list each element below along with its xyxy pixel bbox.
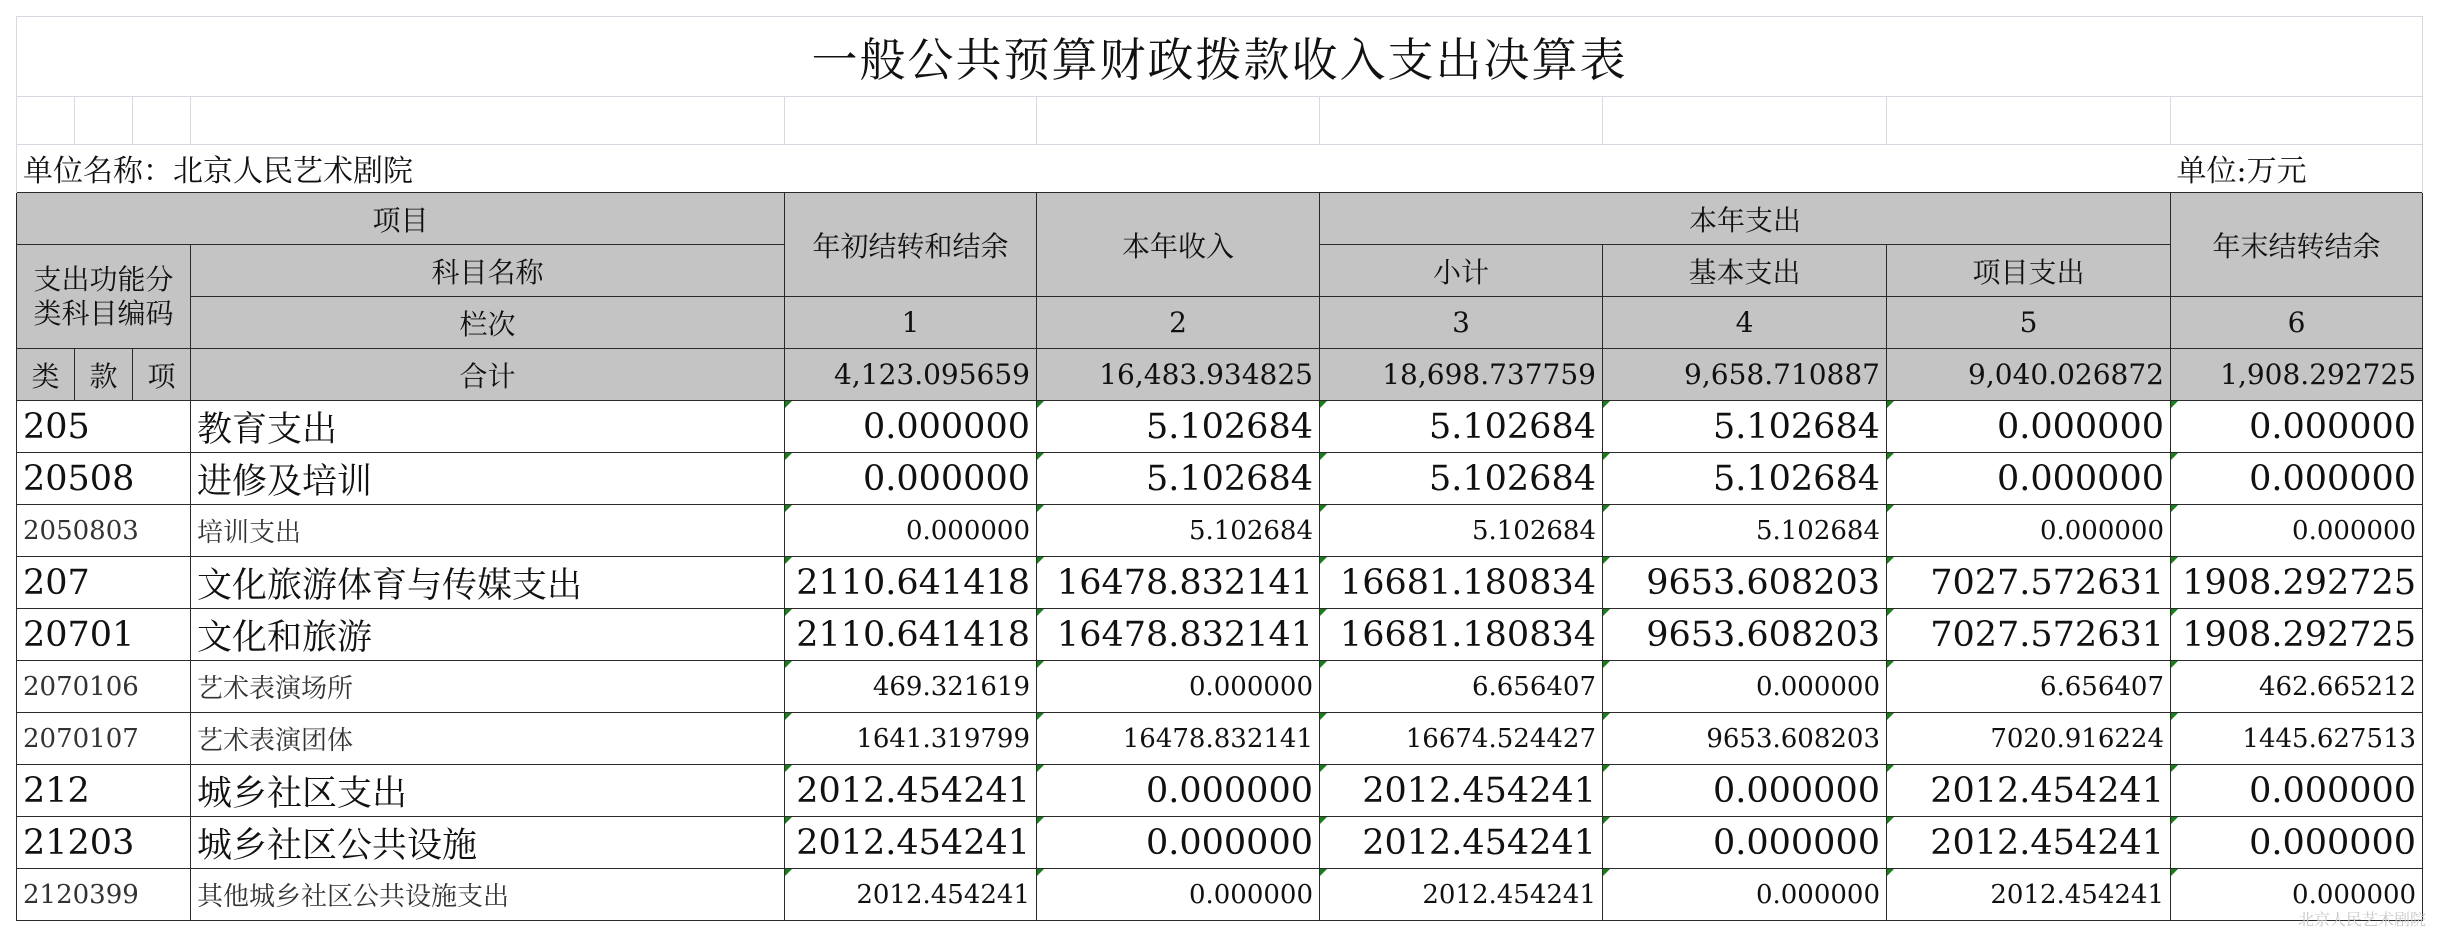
row-value: 16478.832141 xyxy=(1037,609,1320,661)
header-subject-name: 科目名称 xyxy=(191,245,785,297)
table-row xyxy=(17,557,2423,609)
row-value: 2012.454241 xyxy=(785,817,1037,869)
total-opening: 4,123.095659 xyxy=(785,349,1037,401)
row-value: 2110.641418 xyxy=(785,557,1037,609)
row-value: 2012.454241 xyxy=(785,869,1037,921)
row-value: 5.102684 xyxy=(1320,401,1603,453)
row-value: 0.000000 xyxy=(1887,401,2171,453)
col-no-5: 5 xyxy=(1887,297,2171,349)
row-value: 0.000000 xyxy=(1603,817,1887,869)
total-project: 9,040.026872 xyxy=(1887,349,2171,401)
table-row xyxy=(17,661,2423,713)
row-value: 5.102684 xyxy=(1320,453,1603,505)
row-code: 212 xyxy=(17,765,191,817)
total-income: 16,483.934825 xyxy=(1037,349,1320,401)
row-name: 艺术表演团体 xyxy=(191,713,785,765)
unit-label: 单位:万元 xyxy=(2171,145,2423,193)
row-value: 0.000000 xyxy=(1603,661,1887,713)
row-value: 0.000000 xyxy=(2171,817,2423,869)
row-value: 1908.292725 xyxy=(2171,609,2423,661)
header-closing: 年末结转结余 xyxy=(2171,193,2423,297)
row-code: 205 xyxy=(17,401,191,453)
row-value: 0.000000 xyxy=(1037,817,1320,869)
row-code: 21203 xyxy=(17,817,191,869)
header-line-no: 栏次 xyxy=(191,297,785,349)
table-row xyxy=(17,609,2423,661)
total-subtotal: 18,698.737759 xyxy=(1320,349,1603,401)
row-value: 7027.572631 xyxy=(1887,557,2171,609)
row-value: 2012.454241 xyxy=(1887,817,2171,869)
row-value: 5.102684 xyxy=(1603,505,1887,557)
row-value: 0.000000 xyxy=(785,401,1037,453)
row-value: 16674.524427 xyxy=(1320,713,1603,765)
row-value: 9653.608203 xyxy=(1603,557,1887,609)
row-value: 1908.292725 xyxy=(2171,557,2423,609)
row-value: 0.000000 xyxy=(2171,505,2423,557)
row-value: 0.000000 xyxy=(1887,453,2171,505)
row-value: 462.665212 xyxy=(2171,661,2423,713)
row-value: 2012.454241 xyxy=(1320,817,1603,869)
table-row xyxy=(17,765,2423,817)
row-value: 2012.454241 xyxy=(1320,869,1603,921)
budget-table xyxy=(16,16,2423,921)
total-basic: 9,658.710887 xyxy=(1603,349,1887,401)
table-row xyxy=(17,869,2423,921)
row-value: 0.000000 xyxy=(1037,869,1320,921)
col-no-2: 2 xyxy=(1037,297,1320,349)
row-value: 5.102684 xyxy=(1037,505,1320,557)
row-code: 2120399 xyxy=(17,869,191,921)
row-name: 城乡社区公共设施 xyxy=(191,817,785,869)
row-name: 进修及培训 xyxy=(191,453,785,505)
col-no-1: 1 xyxy=(785,297,1037,349)
row-value: 1445.627513 xyxy=(2171,713,2423,765)
row-value: 0.000000 xyxy=(2171,401,2423,453)
row-value: 1641.319799 xyxy=(785,713,1037,765)
table-row xyxy=(17,453,2423,505)
row-value: 16478.832141 xyxy=(1037,713,1320,765)
row-name: 教育支出 xyxy=(191,401,785,453)
row-value: 0.000000 xyxy=(2171,869,2423,921)
row-code: 2050803 xyxy=(17,505,191,557)
row-code: 2070107 xyxy=(17,713,191,765)
header-basic: 基本支出 xyxy=(1603,245,1887,297)
header-subtotal: 小计 xyxy=(1320,245,1603,297)
row-value: 16478.832141 xyxy=(1037,557,1320,609)
row-name: 艺术表演场所 xyxy=(191,661,785,713)
budget-sheet xyxy=(16,16,2422,920)
row-value: 6.656407 xyxy=(1887,661,2171,713)
row-value: 5.102684 xyxy=(1603,453,1887,505)
row-value: 5.102684 xyxy=(1037,453,1320,505)
header-lei: 类 xyxy=(17,349,75,401)
row-value: 16681.180834 xyxy=(1320,609,1603,661)
row-value: 0.000000 xyxy=(2171,453,2423,505)
row-code: 2070106 xyxy=(17,661,191,713)
total-closing: 1,908.292725 xyxy=(2171,349,2423,401)
row-code: 207 xyxy=(17,557,191,609)
total-label: 合计 xyxy=(191,349,785,401)
table-row xyxy=(17,817,2423,869)
row-name: 城乡社区支出 xyxy=(191,765,785,817)
header-xiang: 项 xyxy=(133,349,191,401)
row-value: 0.000000 xyxy=(1887,505,2171,557)
row-value: 469.321619 xyxy=(785,661,1037,713)
row-value: 2110.641418 xyxy=(785,609,1037,661)
row-name: 文化和旅游 xyxy=(191,609,785,661)
header-opening: 年初结转和结余 xyxy=(785,193,1037,297)
row-value: 0.000000 xyxy=(1037,765,1320,817)
header-project: 项目支出 xyxy=(1887,245,2171,297)
table-row xyxy=(17,713,2423,765)
row-value: 7027.572631 xyxy=(1887,609,2171,661)
row-code: 20701 xyxy=(17,609,191,661)
header-kuan: 款 xyxy=(75,349,133,401)
header-item: 项目 xyxy=(17,193,785,245)
row-value: 6.656407 xyxy=(1320,661,1603,713)
row-value: 2012.454241 xyxy=(1887,765,2171,817)
blank-row xyxy=(17,97,2423,145)
row-value: 9653.608203 xyxy=(1603,713,1887,765)
row-value: 2012.454241 xyxy=(1887,869,2171,921)
row-value: 0.000000 xyxy=(1037,661,1320,713)
col-no-6: 6 xyxy=(2171,297,2423,349)
row-code: 20508 xyxy=(17,453,191,505)
row-value: 2012.454241 xyxy=(785,765,1037,817)
row-value: 0.000000 xyxy=(785,505,1037,557)
totals-row xyxy=(17,349,2423,401)
row-value: 0.000000 xyxy=(1603,765,1887,817)
row-name: 培训支出 xyxy=(191,505,785,557)
row-value: 16681.180834 xyxy=(1320,557,1603,609)
row-value: 7020.916224 xyxy=(1887,713,2171,765)
row-name: 文化旅游体育与传媒支出 xyxy=(191,557,785,609)
row-value: 5.102684 xyxy=(1037,401,1320,453)
header-income: 本年收入 xyxy=(1037,193,1320,297)
row-value: 0.000000 xyxy=(785,453,1037,505)
row-value: 0.000000 xyxy=(2171,765,2423,817)
header-expense: 本年支出 xyxy=(1320,193,2171,245)
table-row xyxy=(17,505,2423,557)
row-value: 2012.454241 xyxy=(1320,765,1603,817)
page-title: 一般公共预算财政拨款收入支出决算表 xyxy=(17,17,2423,97)
col-no-4: 4 xyxy=(1603,297,1887,349)
row-name: 其他城乡社区公共设施支出 xyxy=(191,869,785,921)
watermark: 北京人民艺术剧院 xyxy=(2297,910,2426,929)
unit-name: 单位名称：北京人民艺术剧院 xyxy=(17,145,2171,193)
row-value: 0.000000 xyxy=(1603,869,1887,921)
header-code-col: 支出功能分类科目编码 xyxy=(17,245,191,349)
row-value: 5.102684 xyxy=(1320,505,1603,557)
row-value: 9653.608203 xyxy=(1603,609,1887,661)
col-no-3: 3 xyxy=(1320,297,1603,349)
row-value: 5.102684 xyxy=(1603,401,1887,453)
table-row xyxy=(17,401,2423,453)
